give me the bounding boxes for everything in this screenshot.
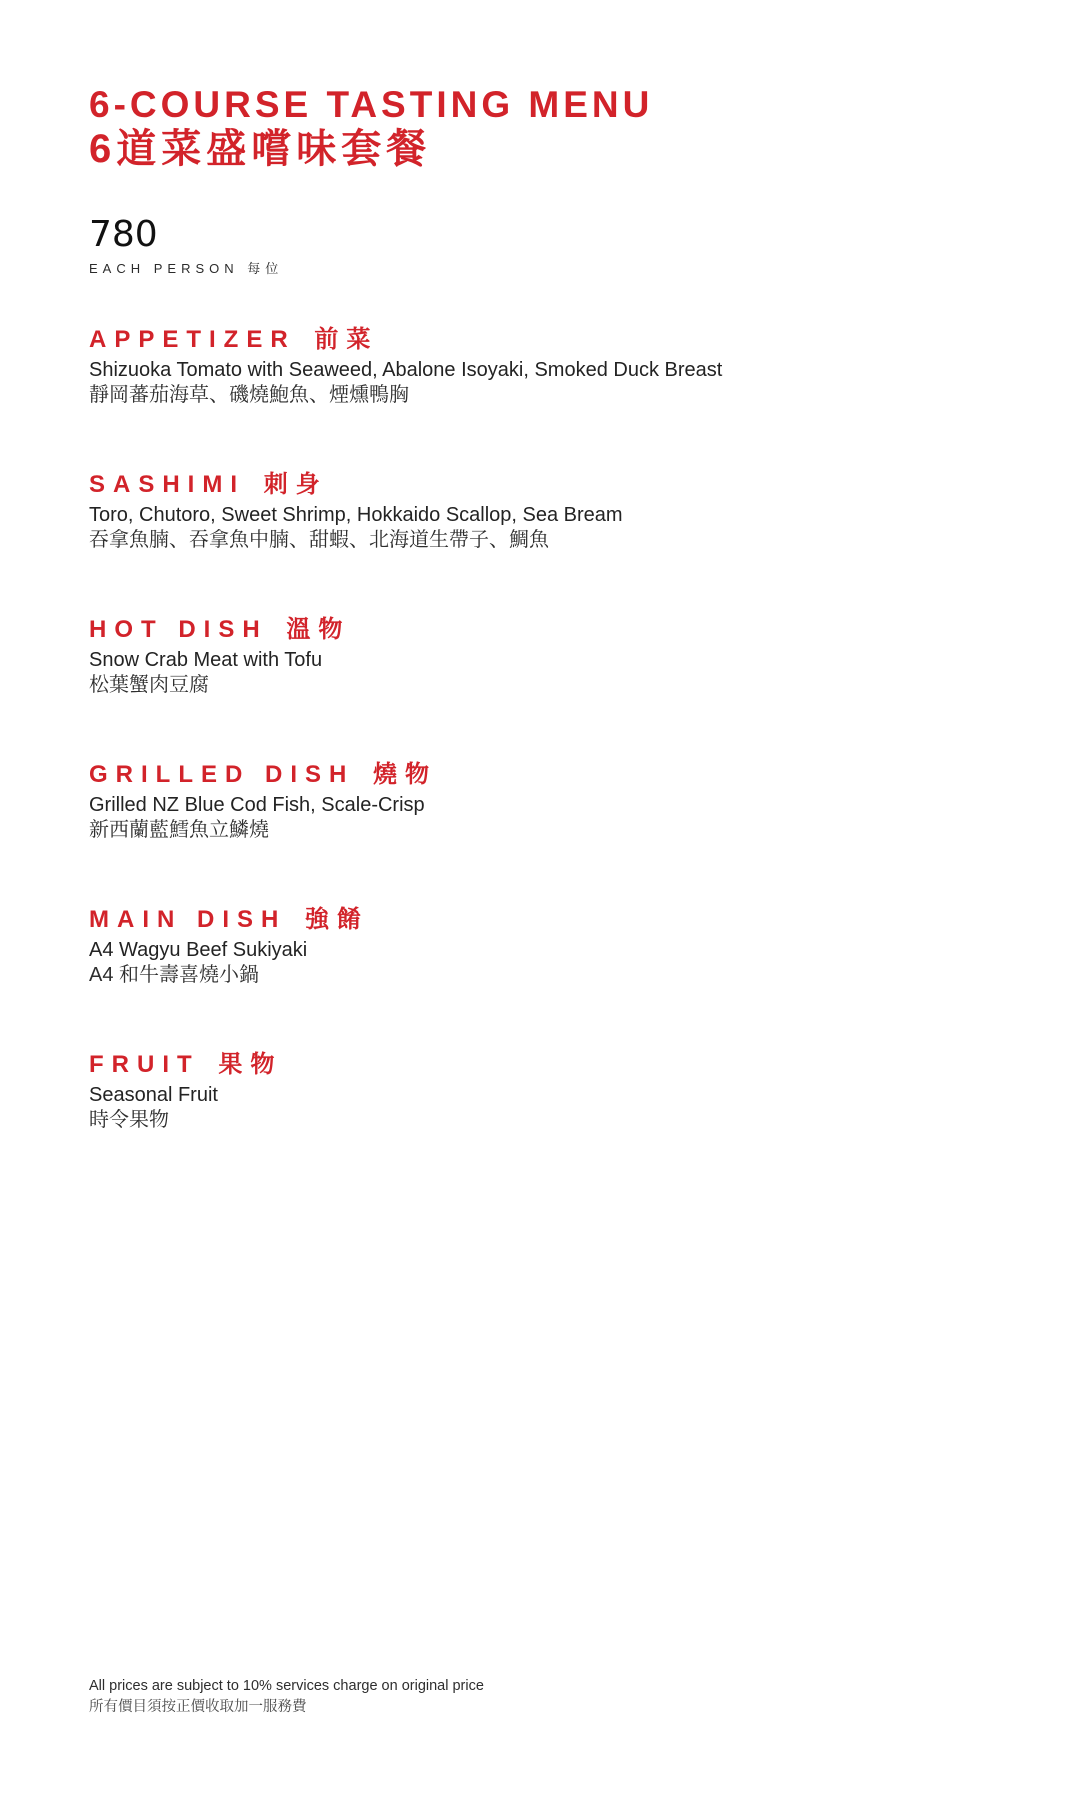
course-description-chinese: 新西蘭藍鱈魚立鱗燒 xyxy=(89,819,269,841)
course-description-english: Toro, Chutoro, Sweet Shrimp, Hokkaido Scallop, Sea Bream xyxy=(89,504,623,526)
course-section-main-dish xyxy=(89,905,1030,988)
course-title-english: FRUIT xyxy=(89,1051,200,1078)
course-title-chinese: 燒物 xyxy=(373,761,438,788)
course-description-chinese: 時令果物 xyxy=(89,1109,169,1131)
course-description-english: Snow Crab Meat with Tofu xyxy=(89,649,323,671)
service-charge-note xyxy=(89,1676,484,1718)
course-title-chinese: 刺身 xyxy=(263,471,328,498)
course-title-chinese: 果物 xyxy=(218,1051,283,1078)
service-charge-note-chinese: 所有價目須按正價收取加一服務費 xyxy=(89,1699,307,1715)
course-title xyxy=(89,325,1030,355)
course-title xyxy=(89,905,1030,935)
course-list xyxy=(89,325,1030,1133)
course-section-appetizer xyxy=(89,325,1030,408)
course-description-chinese: 松葉蟹肉豆腐 xyxy=(89,674,209,696)
course-title-chinese: 前菜 xyxy=(314,326,379,353)
price-label-chinese: 每位 xyxy=(247,261,284,276)
course-title-english: SASHIMI xyxy=(89,471,246,498)
course-title xyxy=(89,470,1030,500)
service-charge-note-english: All prices are subject to 10% services charge on original price xyxy=(89,1678,484,1694)
price-label xyxy=(89,258,1030,277)
menu-title-english: 6-COURSE TASTING MENU xyxy=(89,84,654,125)
course-description-chinese: 靜岡蕃茄海草、磯燒鮑魚、煙燻鴨胸 xyxy=(89,384,409,406)
course-description-english: Grilled NZ Blue Cod Fish, Scale-Crisp xyxy=(89,794,425,816)
course-title-english: MAIN DISH xyxy=(89,906,287,933)
price-label-english: EACH PERSON xyxy=(89,261,239,276)
course-description-chinese: 吞拿魚腩、吞拿魚中腩、甜蝦、北海道生帶子、鯛魚 xyxy=(89,529,549,551)
course-description-english: Seasonal Fruit xyxy=(89,1084,218,1106)
course-title xyxy=(89,760,1030,790)
course-title-english: HOT DISH xyxy=(89,616,268,643)
menu-content xyxy=(89,84,1030,1195)
course-section-fruit xyxy=(89,1050,1030,1133)
course-section-hot-dish xyxy=(89,615,1030,698)
course-title xyxy=(89,615,1030,645)
course-description-english: Shizuoka Tomato with Seaweed, Abalone Isoyaki, Smoked Duck Breast xyxy=(89,359,723,381)
menu-title-chinese: 6道菜盛嚐味套餐 xyxy=(89,127,432,171)
course-title xyxy=(89,1050,1030,1080)
course-title-english: GRILLED DISH xyxy=(89,761,355,788)
course-description-english: A4 Wagyu Beef Sukiyaki xyxy=(89,939,308,961)
course-title-chinese: 溫物 xyxy=(286,616,351,643)
course-section-sashimi xyxy=(89,470,1030,553)
course-title-chinese: 強餚 xyxy=(305,906,370,933)
course-section-grilled-dish xyxy=(89,760,1030,843)
price-value: 780 xyxy=(89,214,158,255)
course-title-english: APPETIZER xyxy=(89,326,296,353)
course-description-chinese: A4 和牛壽喜燒小鍋 xyxy=(89,964,260,986)
